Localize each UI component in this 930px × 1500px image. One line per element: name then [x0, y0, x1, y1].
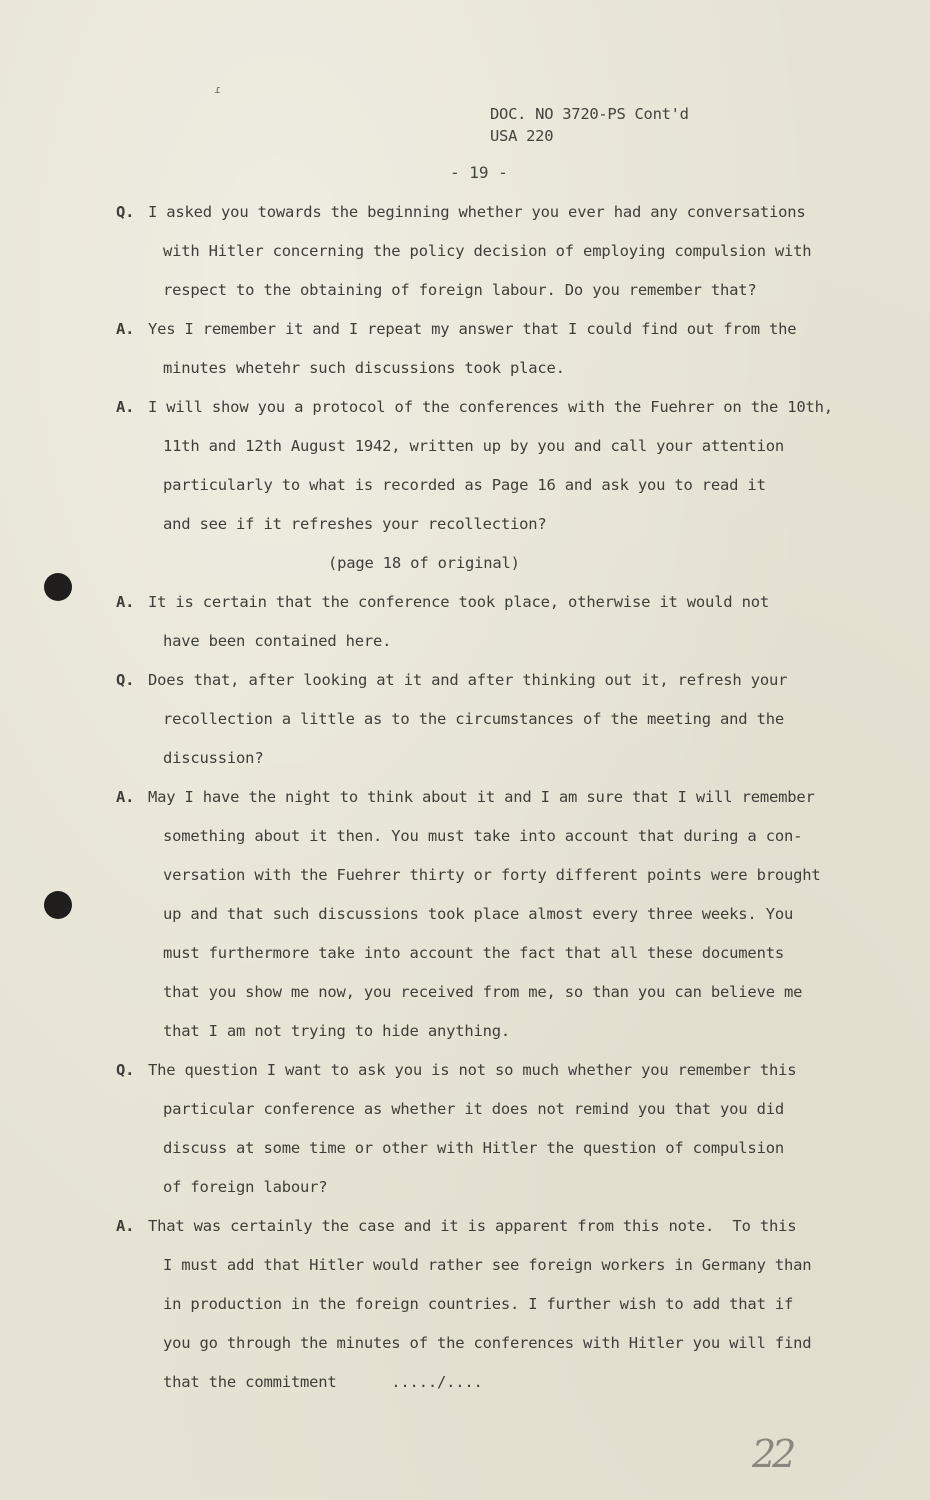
transcript-line: that you show me now, you received from me, so than you can believe me: [163, 983, 803, 1001]
exhibit-number: USA 220: [490, 127, 554, 145]
transcript-line: Q. Does that, after looking at it and after thinking out it, refresh your: [116, 671, 788, 689]
transcript-line: particular conference as whether it does not remind you that you did: [163, 1100, 784, 1118]
transcript-line: Q. I asked you towards the beginning whether you ever had any conversations: [116, 203, 806, 221]
punch-hole-upper: [44, 573, 72, 601]
transcript-line: discussion?: [163, 749, 264, 767]
speaker-label: A.: [116, 398, 135, 416]
transcript-line: have been contained here.: [163, 632, 392, 650]
transcript-line: 11th and 12th August 1942, written up by you and call your attention: [163, 437, 784, 455]
transcript-line: you go through the minutes of the conferences with Hitler you will find: [163, 1334, 812, 1352]
transcript-line: A. That was certainly the case and it is apparent from this note. To this: [116, 1217, 797, 1235]
speaker-label: Q.: [116, 1061, 135, 1079]
speaker-label: Q.: [116, 671, 135, 689]
transcript-line: A. It is certain that the conference took place, otherwise it would not: [116, 593, 769, 611]
transcript-line: discuss at some time or other with Hitler the question of compulsion: [163, 1139, 784, 1157]
transcript-line: that the commitment ...../....: [163, 1373, 483, 1391]
punch-hole-lower: [44, 891, 72, 919]
transcript-line: must furthermore take into account the fact that all these documents: [163, 944, 784, 962]
document-header: [490, 103, 689, 147]
margin-mark: ɾ: [214, 83, 221, 96]
page-reference-note: (page 18 of original): [328, 554, 520, 572]
transcript-line: respect to the obtaining of foreign labour. Do you remember that?: [163, 281, 757, 299]
transcript-line: A. May I have the night to think about it and I am sure that I will remember: [116, 788, 815, 806]
transcript-line: of foreign labour?: [163, 1178, 328, 1196]
speaker-label: A.: [116, 1217, 135, 1235]
transcript-line: minutes whetehr such discussions took place.: [163, 359, 565, 377]
transcript-line: in production in the foreign countries. I further wish to add that if: [163, 1295, 794, 1313]
transcript-line: something about it then. You must take into account that during a con-: [163, 827, 803, 845]
transcript-line: with Hitler concerning the policy decision of employing compulsion with: [163, 242, 812, 260]
speaker-label: Q.: [116, 203, 135, 221]
doc-number: DOC. NO 3720-PS Cont'd: [490, 105, 689, 123]
transcript-line: and see if it refreshes your recollection?: [163, 515, 547, 533]
transcript-line: up and that such discussions took place almost every three weeks. You: [163, 905, 794, 923]
transcript-line: A. Yes I remember it and I repeat my answer that I could find out from the: [116, 320, 797, 338]
transcript-line: particularly to what is recorded as Page 16 and ask you to read it: [163, 476, 766, 494]
handwritten-folio-number: 22: [752, 1432, 793, 1476]
speaker-label: A.: [116, 593, 135, 611]
speaker-label: A.: [116, 320, 135, 338]
transcript-line: A. I will show you a protocol of the conferences with the Fuehrer on the 10th,: [116, 398, 833, 416]
transcript-line: recollection a little as to the circumstances of the meeting and the: [163, 710, 784, 728]
transcript-line: versation with the Fuehrer thirty or forty different points were brought: [163, 866, 821, 884]
transcript-line: that I am not trying to hide anything.: [163, 1022, 511, 1040]
speaker-label: A.: [116, 788, 135, 806]
transcript-line: Q. The question I want to ask you is not so much whether you remember this: [116, 1061, 797, 1079]
page-number: - 19 -: [450, 163, 508, 182]
transcript-line: I must add that Hitler would rather see foreign workers in Germany than: [163, 1256, 812, 1274]
